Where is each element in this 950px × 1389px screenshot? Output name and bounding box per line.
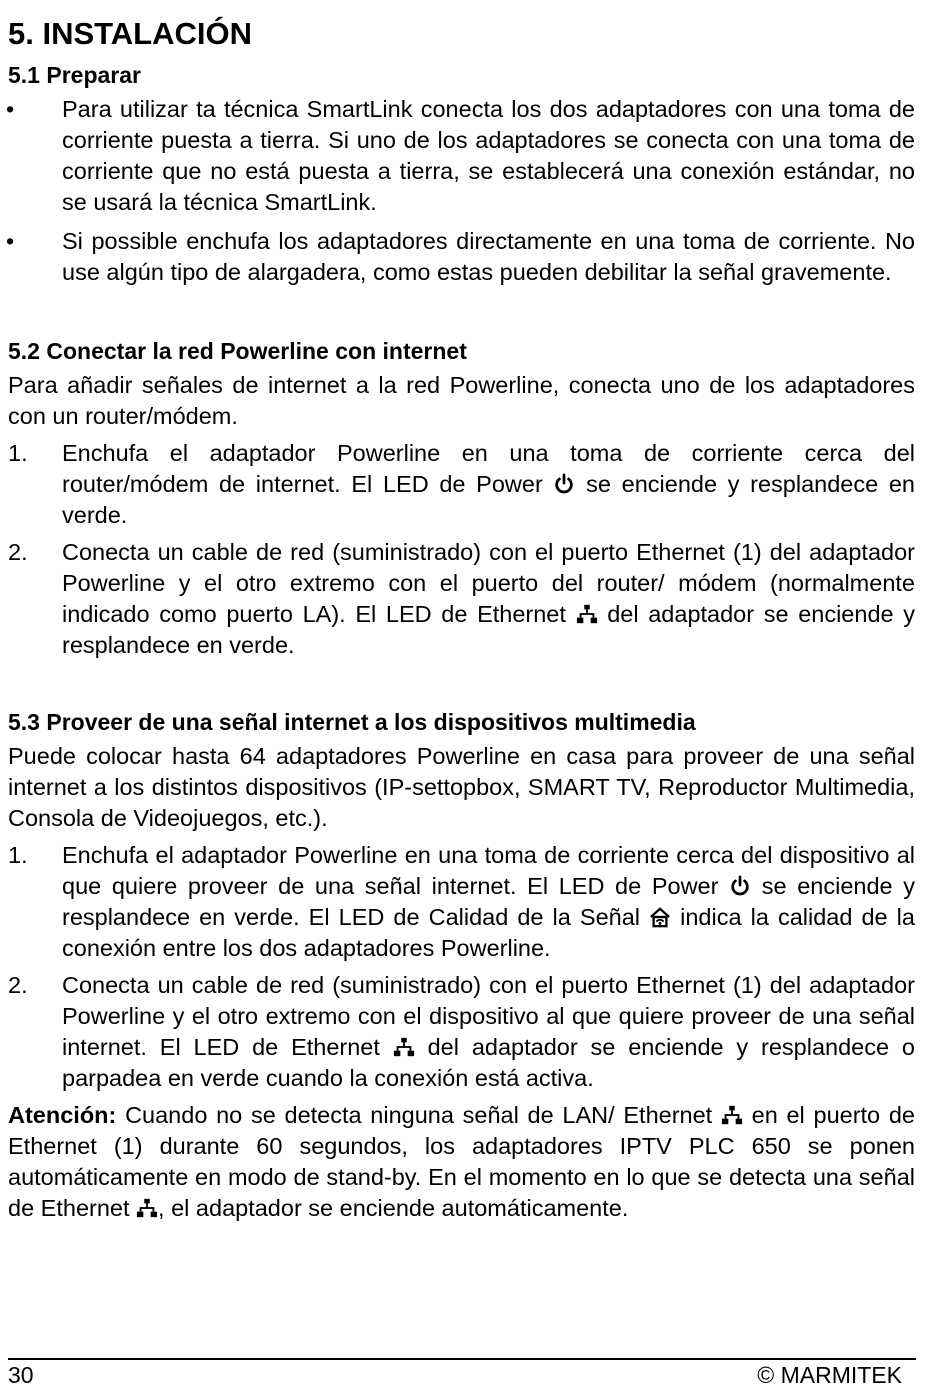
list-item: 2. Conecta un cable de red (suministrado) con el puerto Ethernet (1) del adaptador Powerline y el otro extremo con el puerto del router/ módem (normalmente indicado como puerto LA). El LED de Ethernet del adaptador se enciende y resplandece en verde. [8, 539, 915, 658]
footer-divider [8, 1358, 916, 1360]
paragraph: Puede colocar hasta 64 adaptadores Powerline en casa para proveer de una señal internet a los distintos dispositivos (IP-settopbox, SMART TV, Reproductor Multimedia, Consola de Videojuegos, etc.). [8, 743, 915, 831]
list-item: • Si possible enchufa los adaptadores directamente en una toma de corriente. No use algún tipo de alargadera, como estas pueden debilitar la señal gravemente. [6, 228, 915, 285]
ethernet-icon [393, 1036, 415, 1058]
steps-list [8, 438, 915, 661]
signal-quality-icon [649, 906, 671, 928]
list-item: 2. Conecta un cable de red (suministrado) con el puerto Ethernet (1) del adaptador Powerline y el otro extremo con el dispositivo al que quiere proveer de una señal internet. El LED de Ethernet del adaptador se enciende y resplandece o parpadea en verde cuando la conexión está activa. [8, 972, 915, 1091]
section-title: 5. INSTALACIÓN [8, 16, 252, 51]
page-number: 30 [8, 1362, 34, 1388]
document-page [8, 14, 915, 1224]
preparation-list [8, 94, 915, 288]
ethernet-icon [721, 1104, 743, 1126]
paragraph: Para añadir señales de internet a la red Powerline, conecta uno de los adaptadores con un router/módem. [8, 372, 915, 429]
subsection-heading-5-2: 5.2 Conectar la red Powerline con internet [8, 338, 467, 364]
steps-list [8, 840, 915, 1094]
ethernet-icon [576, 603, 598, 625]
list-item: • Para utilizar ta técnica SmartLink conecta los dos adaptadores con una toma de corriente puesta a tierra. Si uno de los adaptadores se conecta con una toma de corriente que no está puesta a tierra, se establecerá una conexión estándar, no se usará la técnica SmartLink. [6, 96, 915, 215]
power-icon [553, 473, 575, 495]
attention-label: Atención: [8, 1102, 117, 1128]
bullet: • [6, 228, 15, 254]
list-item: 1. Enchufa el adaptador Powerline en una toma de corriente cerca del router/módem de internet. El LED de Power se enciende y resplandece en verde. [8, 440, 915, 528]
subsection-heading-5-1: 5.1 Preparar [8, 62, 141, 88]
list-item: 1. Enchufa el adaptador Powerline en una toma de corriente cerca del dispositivo al que quiere proveer de una señal internet. El LED de Power se enciende y resplandece en verde. El LED de Calidad de la Señal indica la calidad de la conexión entre los dos adaptadores Powerline. [8, 842, 915, 961]
bullet: • [6, 96, 15, 122]
ethernet-icon [136, 1197, 158, 1219]
attention-note: Atención: Cuando no se detecta ninguna señal de LAN/ Ethernet en el puerto de Ethernet (1) durante 60 segundos, los adaptadores IPTV PLC 650 se ponen automáticamente en modo de stand-by. En el momento en lo que se detecta una señal de Ethernet , el adaptador se enciende automáticamente. [8, 1102, 915, 1221]
subsection-heading-5-3: 5.3 Proveer de una señal internet a los dispositivos multimedia [8, 709, 696, 735]
footer-brand: © MARMITEK [757, 1362, 902, 1388]
power-icon [729, 875, 751, 897]
